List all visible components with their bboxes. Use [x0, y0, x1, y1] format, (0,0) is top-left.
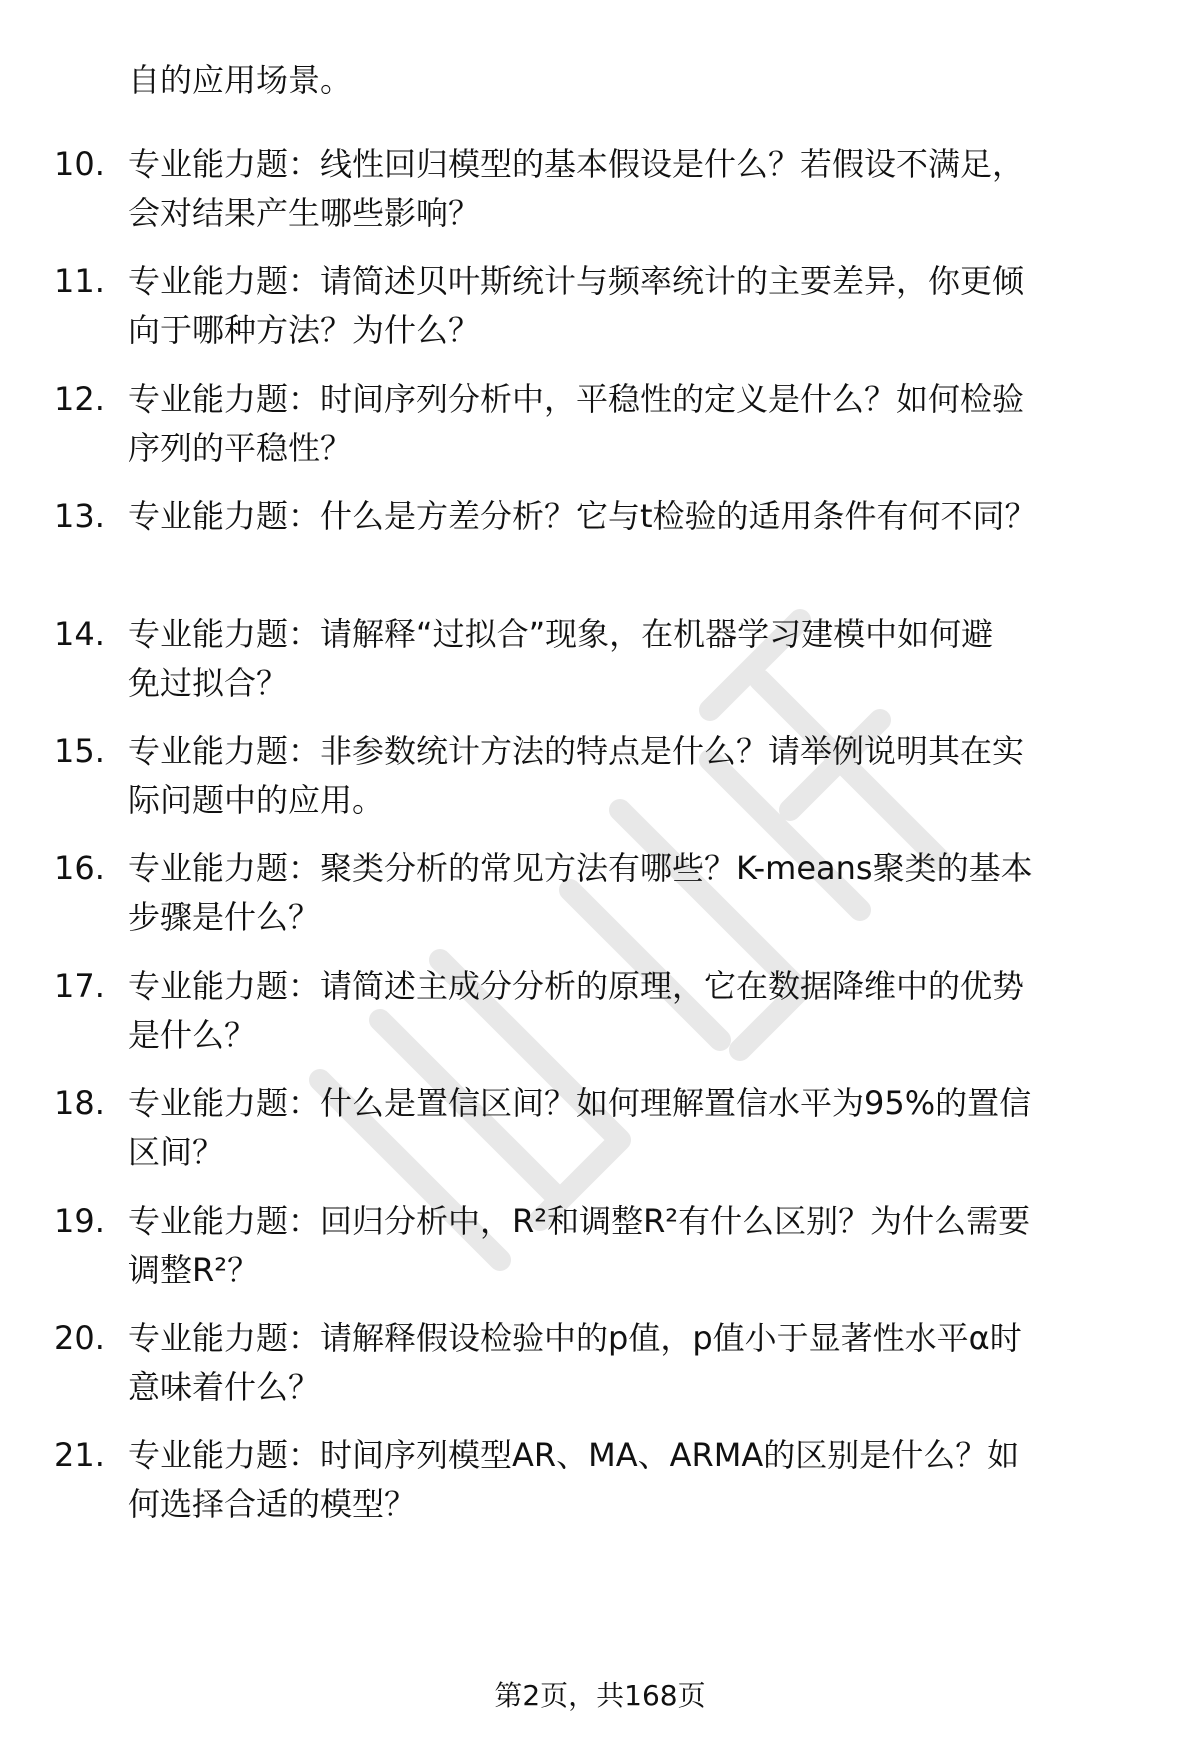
question-number: 20. [54, 1319, 105, 1357]
question-text-line-1: 专业能力题：聚类分析的常见方法有哪些？K-means聚类的基本 [128, 849, 1033, 887]
question-text-line-2: 意味着什么？ [128, 1368, 321, 1406]
question-number: 14. [54, 615, 105, 653]
question-item [0, 727, 1200, 837]
question-text-line-2: 何选择合适的模型？ [128, 1485, 417, 1523]
question-text-line-1: 专业能力题：什么是方差分析？它与t检验的适用条件有何不同？ [128, 497, 1037, 535]
question-text-line-2: 是什么？ [128, 1016, 257, 1054]
question-number: 13. [54, 497, 105, 535]
question-item [0, 1431, 1200, 1541]
question-text-line-2: 际问题中的应用。 [128, 781, 385, 819]
question-text-line-2: 会对结果产生哪些影响？ [128, 194, 481, 232]
question-text-line-1: 专业能力题：什么是置信区间？如何理解置信水平为95%的置信 [128, 1084, 1032, 1122]
question-number: 16. [54, 849, 105, 887]
question-text-line-2: 调整R²？ [128, 1251, 260, 1289]
question-item [0, 844, 1200, 954]
question-text-line-2: 步骤是什么？ [128, 898, 321, 936]
question-number: 17. [54, 967, 105, 1005]
question-item [0, 962, 1200, 1072]
question-number: 18. [54, 1084, 105, 1122]
question-text-line-2: 免过拟合？ [128, 664, 289, 702]
question-number: 15. [54, 732, 105, 770]
continuation-text: 自的应用场景。 [128, 61, 353, 99]
question-text-line-1: 专业能力题：非参数统计方法的特点是什么？请举例说明其在实 [128, 732, 1025, 770]
question-item [0, 1197, 1200, 1307]
question-text-line-1: 专业能力题：请简述主成分分析的原理，它在数据降维中的优势 [128, 967, 1025, 1005]
question-item [0, 1079, 1200, 1189]
question-text-line-1: 专业能力题：请解释“过拟合”现象，在机器学习建模中如何避 [128, 615, 994, 653]
question-text-line-1: 专业能力题：线性回归模型的基本假设是什么？若假设不满足， [128, 145, 1025, 183]
question-text-line-1: 专业能力题：时间序列模型AR、MA、ARMA的区别是什么？如 [128, 1436, 1020, 1474]
question-item [0, 375, 1200, 485]
question-item [0, 610, 1200, 720]
question-number: 12. [54, 380, 105, 418]
question-text-line-1: 专业能力题：请简述贝叶斯统计与频率统计的主要差异，你更倾 [128, 262, 1025, 300]
question-item [0, 1314, 1200, 1424]
question-number: 21. [54, 1436, 105, 1474]
question-text-line-2: 序列的平稳性？ [128, 429, 353, 467]
question-text-line-1: 专业能力题：时间序列分析中，平稳性的定义是什么？如何检验 [128, 380, 1025, 418]
question-text-line-2: 区间？ [128, 1133, 225, 1171]
question-number: 11. [54, 262, 105, 300]
question-item [0, 140, 1200, 250]
page-footer: 第2页，共168页 [494, 1679, 706, 1712]
question-number: 19. [54, 1202, 105, 1240]
question-text-line-2: 向于哪种方法？为什么？ [128, 311, 481, 349]
question-item [0, 492, 1200, 602]
question-text-line-1: 专业能力题：请解释假设检验中的p值，p值小于显著性水平α时 [128, 1319, 1022, 1357]
question-number: 10. [54, 145, 105, 183]
question-item [0, 257, 1200, 367]
question-text-line-1: 专业能力题：回归分析中，R²和调整R²有什么区别？为什么需要 [128, 1202, 1031, 1240]
